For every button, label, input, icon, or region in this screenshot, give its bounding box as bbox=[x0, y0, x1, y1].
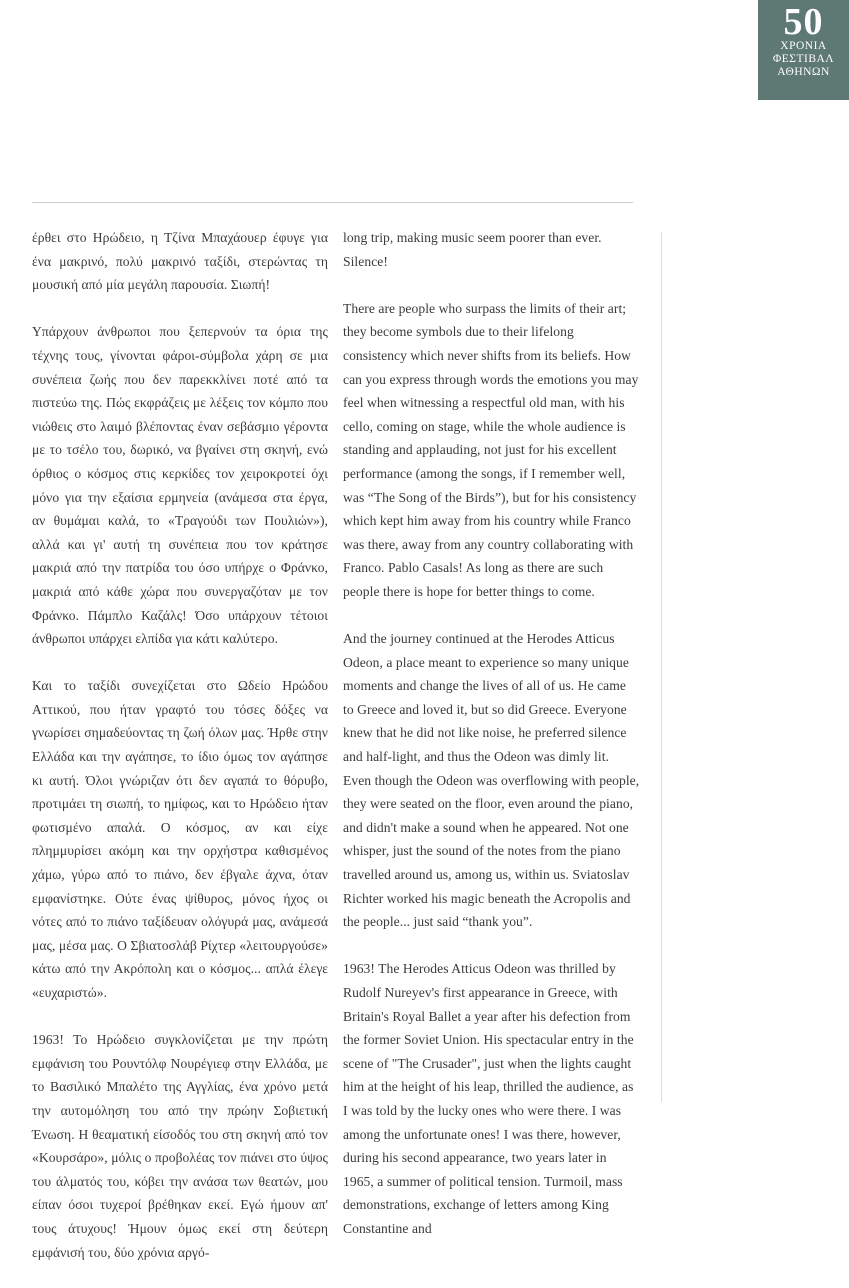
english-paragraph: long trip, making music seem poorer than ever. Silence! bbox=[343, 230, 602, 269]
greek-paragraph: 1963! Το Ηρώδειο συγκλονίζεται με την πρώτη εμφάνιση του Ρουντόλφ Νουρέγιεφ στην Ελλάδα, με το Βασιλικό Μπαλέτο της Αγγλίας, ένα χρόνο μετά την αυτομόληση του από την πρώην Σοβιετική Ένωση. Η θεαματική είσοδός του στη σκηνή από τον «Κουρσάρο», μόλις ο προβολέας τον πιάνει στο ύψος του άλματός του, κόβει την ανάσα των θεατών, μου είπαν όσοι τυχεροί βρέθηκαν εκεί. Εγώ ήμουν απ' τους άτυχους! Ήμουν όμως εκεί στη δεύτερη εμφάνισή του, δύο χρόνια αργό- bbox=[32, 1032, 328, 1260]
english-text-column bbox=[343, 226, 640, 1264]
header-divider bbox=[32, 202, 633, 203]
greek-paragraph: έρθει στο Ηρώδειο, η Τζίνα Μπαχάουερ έφυγε για ένα μακρινό, πολύ μακρινό ταξίδι, στερώντας τη μουσική από μία μεγάλη παρουσία. Σιωπή! bbox=[32, 230, 328, 293]
greek-paragraph: Υπάρχουν άνθρωποι που ξεπερνούν τα όρια της τέχνης τους, γίνονται φάροι-σύμβολα χάρη σε μια συνέπεια ζωής που δεν παρεκκλίνει ποτέ από τα πιστεύω της. Πώς εκφράζεις με λέξεις τον κόμπο που νιώθεις στο λαιμό βλέποντας έναν σεβάσμιο γέροντα με το τσέλο του, δωρικό, να βγαίνει στη σκηνή, ενώ όρθιος ο κόσμος στις κερκίδες τον χειροκροτεί όχι μόνο για την εξαίσια ερμηνεία (ανάμεσα στα έργα, αν θυμάμαι καλά, το «Τραγούδι των Πουλιών»), αλλά και γι' αυτή τη συνέπεια που τον κράτησε μακριά από την πατρίδα του όσο υπήρχε ο Φράνκο, μακριά από κάθε χώρα που συνεργαζόταν με τον Φράνκο. Πάμπλο Καζάλς! Όσο υπάρχουν τέτοιοι άνθρωποι υπάρχει ελπίδα για κάτι καλύτερο. bbox=[32, 324, 328, 647]
right-margin-divider bbox=[661, 232, 662, 1102]
english-paragraph: There are people who surpass the limits of their art; they become symbols due to their lifelong consistency which never shifts from its beliefs. How can you express through words the emotions you may feel when witnessing a respectful old man, with his cello, coming on stage, while the whole audience is standing and applauding, not just for his excellent performance (among the songs, if I remember well, was “The Song of the Birds”), but for his consistency which kept him away from his country while Franco was there, away from any country collaborating with Franco. Pablo Casals! As long as there are such people there is hope for better things to come. bbox=[343, 300, 639, 599]
english-paragraph: And the journey continued at the Herodes Atticus Odeon, a place meant to experience so many unique moments and change the lives of all of us. He came to Greece and loved it, but so did Greece. Everyone knew that he did not like noise, he preferred silence and half-light, and thus the Odeon was dimly lit. Even though the Odeon was overflowing with people, they were seated on the floor, even around the piano, and didn't make a sound when he appeared. Not one whisper, just the sound of the notes from the piano travelled around us, among us, within us. Sviatoslav Richter worked his magic beneath the Acropolis and the people... just said “thank you”. bbox=[343, 631, 640, 930]
greek-text-column bbox=[32, 226, 328, 1288]
badge-number: 50 bbox=[783, 1, 824, 43]
badge-line-years: ΧΡΟΝΙΑ bbox=[780, 40, 827, 52]
english-paragraph: 1963! The Herodes Atticus Odeon was thrilled by Rudolf Nureyev's first appearance in Greece, with Britain's Royal Ballet a year after his defection from the former Soviet Union. His spectacular entry in the scene of "The Crusader", just when the lights caught him at the height of his leap, thrilled the audience, as I was told by the lucky ones who were there. I was among the unfortunate ones! I was there, however, during his second appearance, two years later in 1965, a summer of political tension. Turmoil, mass demonstrations, exchange of letters among King Constantine and bbox=[343, 961, 634, 1236]
festival-anniversary-badge bbox=[758, 0, 849, 100]
badge-line-athens: ΑΘΗΝΩΝ bbox=[777, 66, 830, 78]
badge-line-festival: ΦΕΣΤΙΒΑΛ bbox=[772, 53, 835, 65]
greek-paragraph: Και το ταξίδι συνεχίζεται στο Ωδείο Ηρώδου Αττικού, που ήταν γραφτό του τόσες δόξες να γνωρίσει σημαδεύοντας τη ζωή όλων μας. Ήρθε στην Ελλάδα και την αγάπησε, το ίδιο όμως τον αγάπησε κι αυτή. Όλοι γνώριζαν ότι δεν αγαπά το θόρυβο, προτιμάει τη σιωπή, το ημίφως, και το Ηρώδειο ήταν φωτισμένο απαλά. Ο κόσμος, αν και είχε πλημμυρίσει ακόμη και την ορχήστρα καθισμένος χάμω, γύρω από το πιάνο, δεν έβγαλε άχνα, όταν εμφανίστηκε. Ούτε ένας ψίθυρος, μόνος ήχος οι νότες από το πιάνο ταξίδευαν ολόγυρά μας, ανάμεσά μας, μέσα μας. Ο Σβιατοσλάβ Ρίχτερ «λειτουργούσε» κάτω από την Ακρόπολη και ο κόσμος... απλά έλεγε «ευχαριστώ». bbox=[32, 678, 328, 1000]
